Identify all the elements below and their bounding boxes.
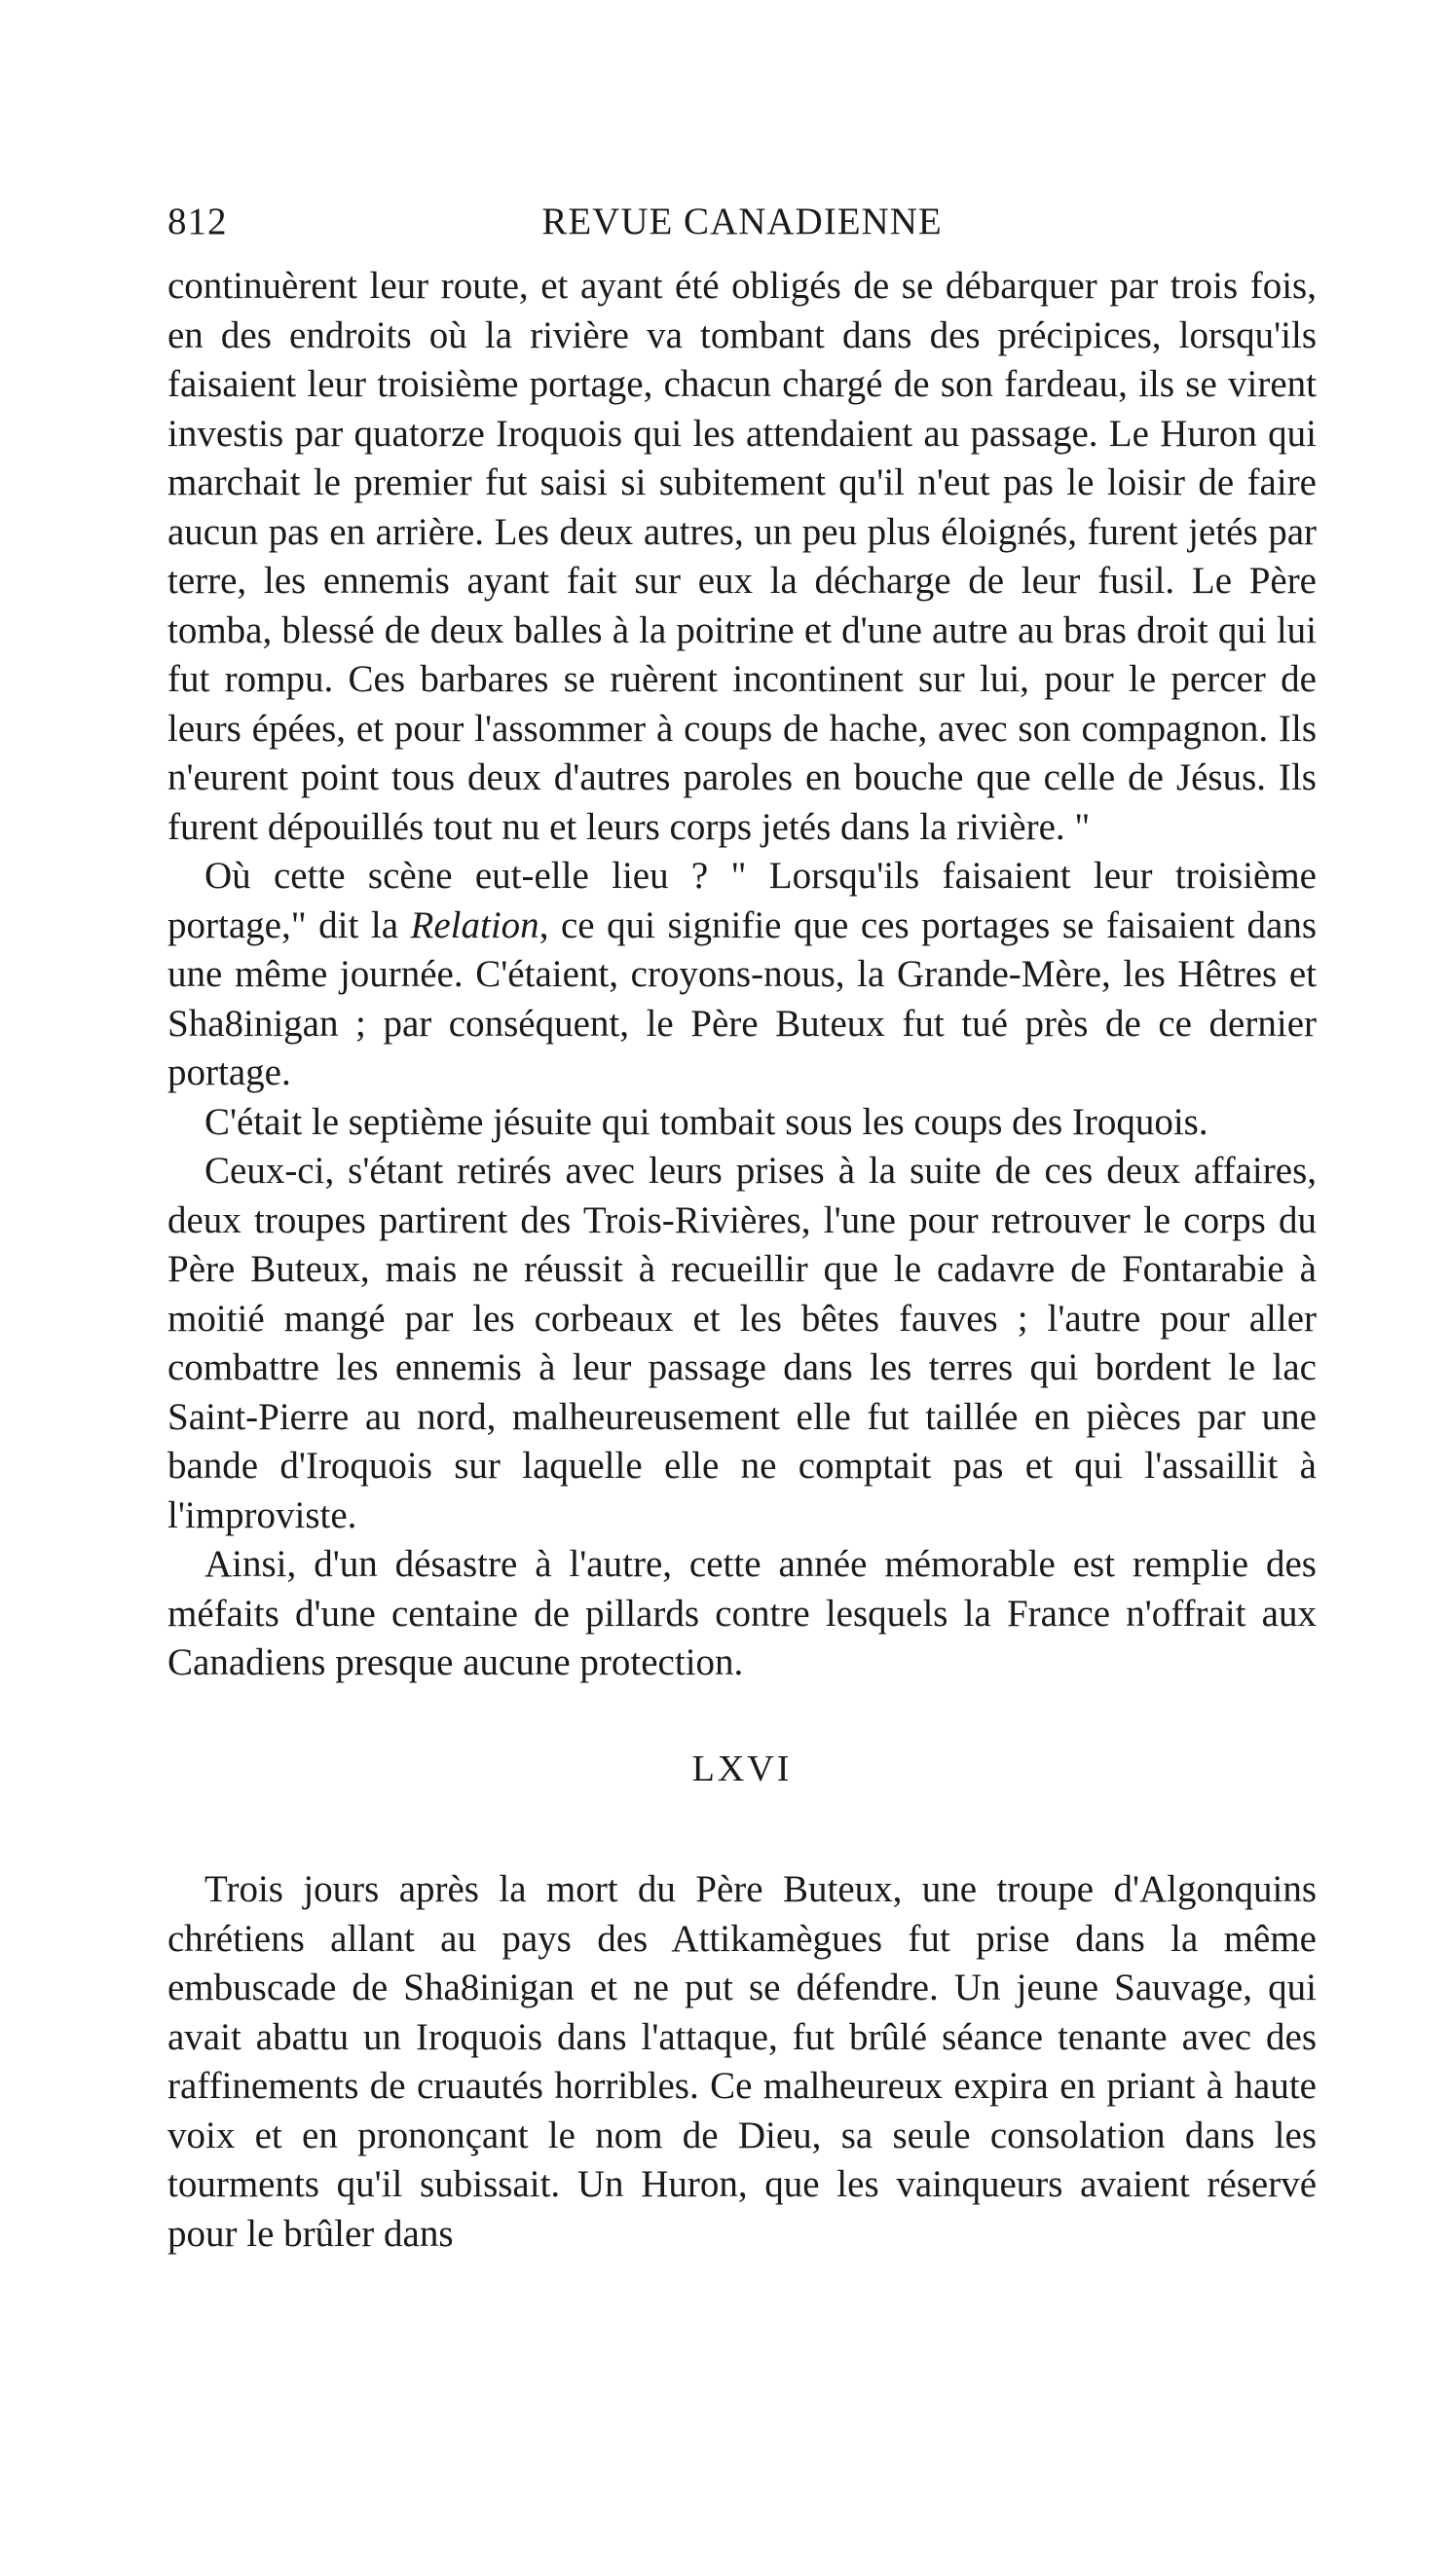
running-head	[167, 190, 1317, 248]
book-page	[167, 190, 1317, 2259]
paragraph-memorable-year: Ainsi, d'un désastre à l'autre, cette année mémorable est remplie des méfaits d'une centaine de pillards contre lesquels la France n'offrait aux Canadiens presque aucune protection.	[167, 1543, 1317, 1683]
paragraph-relation-end: , ce qui signifie que ces portages se faisaient dans une même journée. C'étaient, croyons-nous, la Grande-Mère, les Hêtres et Sha8inigan ; par conséquent, le Père Buteux fut tué près de ce dernier portage.	[167, 903, 1317, 1093]
paragraph-relation-start: Où cette scène eut-elle lieu ? " Lorsqu'ils faisaient leur troisième portage," dit la	[167, 855, 1317, 946]
section-heading: LXVI	[691, 1748, 793, 1789]
paragraph-section-opening: Trois jours après la mort du Père Buteux, une troupe d'Algonquins chrétiens allant au pays des Attikamègues fut prise dans la même embuscade de Sha8inigan et ne put se défendre. Un jeune Sauvage, qui avait abattu un Iroquois dans l'attaque, fut brûlé séance tenante avec des raffinements de cruautés horribles. Ce malheureux expira en priant à haute voix et en prononçant le nom de Dieu, sa seule consolation dans les tourments qu'il subissait. Un Huron, que les vainqueurs avaient réservé pour le brûler dans	[167, 1868, 1317, 2255]
body-text	[167, 262, 1317, 2259]
page-number: 812	[167, 201, 228, 242]
paragraph-seventh-jesuit: C'était le septième jésuite qui tombait sous les coups des Iroquois.	[204, 1100, 1208, 1143]
paragraph-two-troops: Ceux-ci, s'étant retirés avec leurs prises à la suite de ces deux affaires, deux troupes partirent des Trois-Rivières, l'une pour retrouver le corps du Père Buteux, mais ne réussit à recueillir que le cadavre de Fontarabie à moitié mangé par les corbeaux et les bêtes fauves ; l'autre pour aller combattre les ennemis à leur passage dans les terres qui bordent le lac Saint-Pierre au nord, malheureusement elle fut taillée en pièces par une bande d'Iroquois sur laquelle elle ne comptait pas et qui l'assaillit à l'improviste.	[167, 1150, 1317, 1536]
paragraph-continuation: continuèrent leur route, et ayant été obligés de se débarquer par trois fois, en des endroits où la rivière va tombant dans des précipices, lorsqu'ils faisaient leur troisième portage, chacun chargé de son fardeau, ils se virent investis par quatorze Iroquois qui les attendaient au passage. Le Huron qui marchait le premier fut saisi si subitement qu'il n'eut pas le loisir de faire aucun pas en arrière. Les deux autres, un peu plus éloignés, furent jetés par terre, les ennemis ayant fait sur eux la décharge de leur fusil. Le Père tomba, blessé de deux balles à la poitrine et d'une autre au bras droit qui lui fut rompu. Ces barbares se ruèrent incontinent sur lui, pour le percer de leurs épées, et pour l'assommer à coups de hache, avec son compagnon. Ils n'eurent point tous deux d'autres paroles en bouche que celle de Jésus. Ils furent dépouillés tout nu et leurs corps jetés dans la rivière. "	[167, 265, 1317, 848]
paragraph-relation-italic: Relation	[410, 903, 539, 946]
journal-title: REVUE CANADIENNE	[541, 201, 943, 242]
paragraph-relation	[167, 852, 1317, 1098]
